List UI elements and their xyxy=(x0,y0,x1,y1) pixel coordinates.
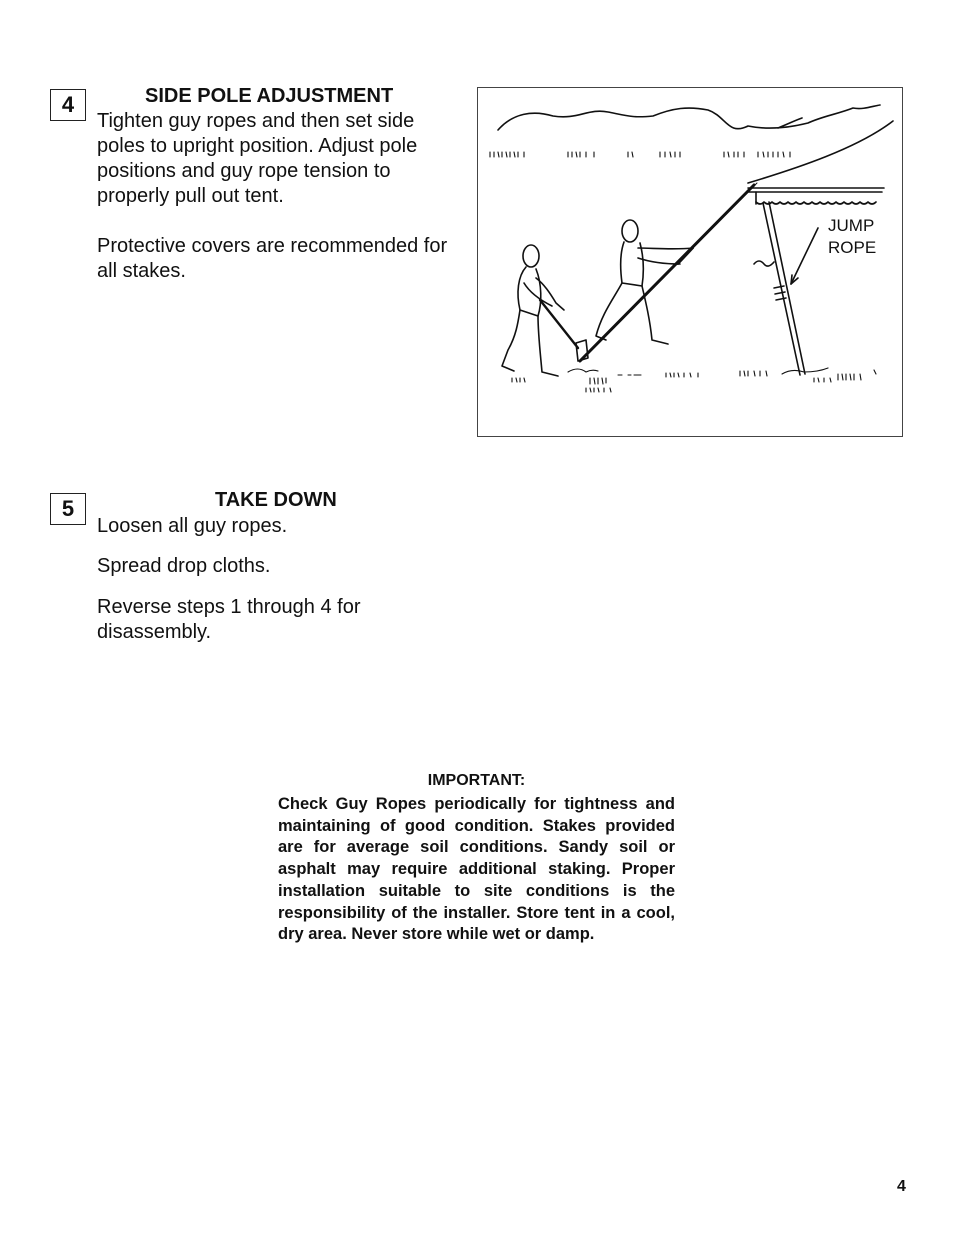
person-left xyxy=(502,245,564,376)
jump-rope-callout xyxy=(828,215,876,259)
guy-rope xyxy=(580,185,754,361)
step-4-title: SIDE POLE ADJUSTMENT xyxy=(145,85,394,107)
side-pole xyxy=(763,203,800,375)
person-right xyxy=(596,220,693,344)
tent-valance xyxy=(756,202,876,204)
step-5-number-box xyxy=(50,493,86,525)
page-number: 4 xyxy=(897,1178,906,1195)
step-5-number: 5 xyxy=(61,496,75,521)
callout-line-2: ROPE xyxy=(828,238,877,257)
callout-leader xyxy=(791,228,818,284)
step-4-number: 4 xyxy=(61,92,75,117)
step-4-paragraph-2: Protective covers are recommended for all stakes. xyxy=(97,235,448,282)
step-5-paragraph-3: Reverse steps 1 through 4 for disassembly. xyxy=(97,596,361,643)
callout-line-1: JUMP xyxy=(828,216,875,235)
step-4-number-box xyxy=(50,89,86,121)
distant-grass xyxy=(490,152,790,157)
tent-setup-illustration xyxy=(477,87,903,437)
ground-grass xyxy=(512,368,876,392)
step-4-paragraph-1: Tighten guy ropes and then set side poles to upright position. Adjust pole positions and guy rope tension to properly pull out tent. xyxy=(97,110,418,207)
step-5-paragraph-1: Loosen all guy ropes. xyxy=(97,515,288,537)
important-title: IMPORTANT: xyxy=(427,772,526,789)
horizon-line xyxy=(498,105,880,130)
important-body: Check Guy Ropes periodically for tightness and maintaining of good condition. Stakes provided are for average soil conditions. Sandy soil or asphalt may require additional staking. Proper installation suitable to site conditions is the responsibility of the installer. Store tent in a cool, dry area. Never store while wet or damp. xyxy=(278,795,675,944)
step-5-paragraph-2: Spread drop cloths. xyxy=(97,555,271,577)
tent-roof-line xyxy=(748,121,893,183)
jump-rope xyxy=(754,261,774,266)
step-5-title: TAKE DOWN xyxy=(215,489,337,511)
